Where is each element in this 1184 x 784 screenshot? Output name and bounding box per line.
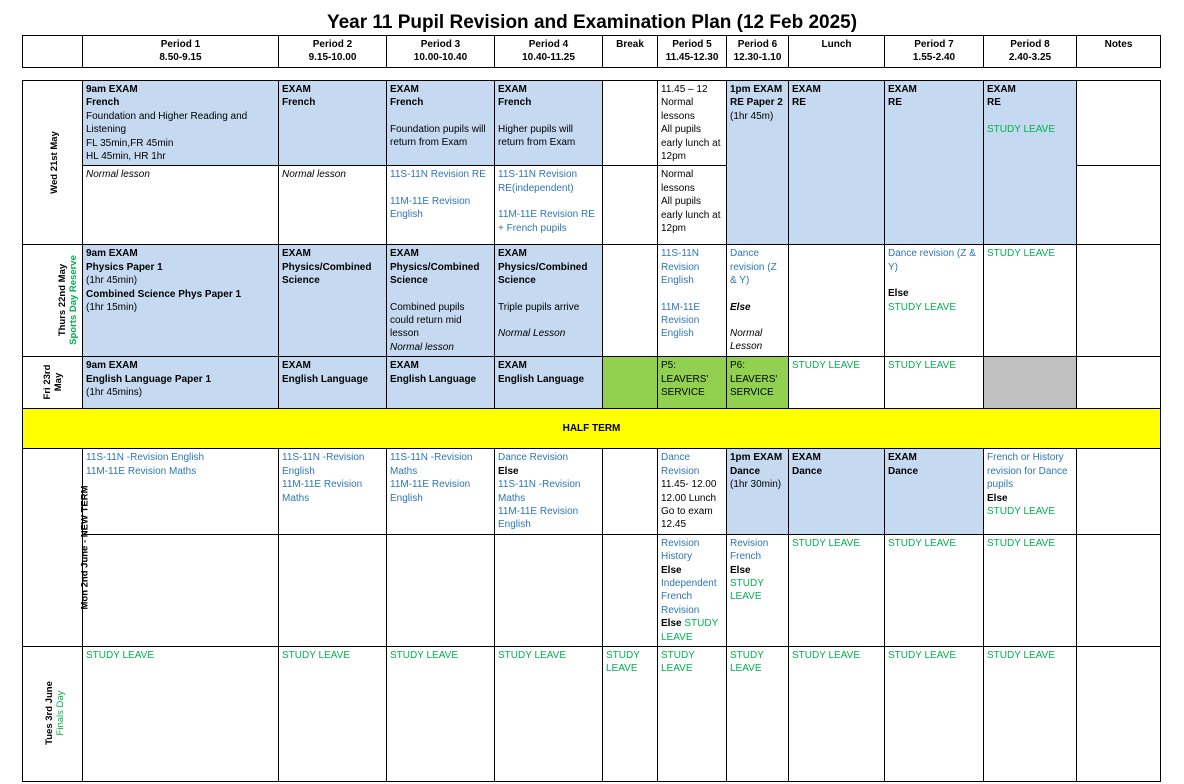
cell-wed-period-1: 9am EXAM French Foundation and Higher Reading and Listening FL 35min,FR 45min HL 45min, HR 1hr (83, 81, 279, 166)
cell-wed-break-b (603, 166, 658, 245)
cell-tue-period-7: STUDY LEAVE (885, 646, 984, 781)
cell-wed-period-1-lesson: Normal lesson (83, 166, 279, 245)
row-tue (23, 646, 1161, 781)
cell-wed-period-3-lesson: 11S-11N Revision RE 11M-11E Revision English (387, 166, 495, 245)
header-cell-period-5: Period 5 11.45-12.30 (658, 36, 727, 68)
cell-tue-period-3: STUDY LEAVE (387, 646, 495, 781)
cell-wed-period-2: EXAM French (279, 81, 387, 166)
cell-mon-lunch: EXAM Dance (789, 449, 885, 534)
cell-thu-period-8: STUDY LEAVE (984, 245, 1077, 357)
cell-mon-period-7-b: STUDY LEAVE (885, 534, 984, 646)
cell-tue-period-2: STUDY LEAVE (279, 646, 387, 781)
cell-fri-period-2: EXAM English Language (279, 357, 387, 409)
cell-thu-period-3: EXAM Physics/Combined Science Combined pupils could return mid lesson Normal lesson (387, 245, 495, 357)
cell-wed-period-4: EXAM French Higher pupils will return from Exam (495, 81, 603, 166)
cell-mon-period-5: Dance Revision 11.45- 12.00 12.00 Lunch Go to exam 12.45 (658, 449, 727, 534)
cell-mon-break (603, 449, 658, 534)
schedule-table (22, 80, 1161, 782)
period-header-table (22, 35, 1161, 68)
row-wed-exam (23, 81, 1161, 166)
row-thu (23, 245, 1161, 357)
cell-wed-period-8: EXAM RE STUDY LEAVE (984, 81, 1077, 245)
cell-tue-period-1: STUDY LEAVE (83, 646, 279, 781)
cell-mon-period-4-b (495, 534, 603, 646)
cell-thu-period-6: Dance revision (Z & Y) Else Normal Lesson (727, 245, 789, 357)
cell-mon-period-1: 11S-11N -Revision English 11M-11E Revision Maths (83, 449, 279, 534)
row-fri (23, 357, 1161, 409)
cell-wed-break (603, 81, 658, 166)
cell-thu-period-4: EXAM Physics/Combined Science Triple pupils arrive Normal Lesson (495, 245, 603, 357)
header-cell-period-8: Period 8 2.40-3.25 (984, 36, 1077, 68)
cell-tue-period-5: STUDY LEAVE (658, 646, 727, 781)
header-cell-period-6: Period 6 12.30-1.10 (727, 36, 789, 68)
cell-fri-period-5: P5: LEAVERS' SERVICE (658, 357, 727, 409)
cell-tue-period-6: STUDY LEAVE (727, 646, 789, 781)
cell-mon-period-6: 1pm EXAM Dance (1hr 30min) (727, 449, 789, 534)
cell-mon-notes-a (1077, 449, 1161, 534)
cell-wed-period-7: EXAM RE (885, 81, 984, 245)
cell-wed-period-3: EXAM French Foundation pupils will return from Exam (387, 81, 495, 166)
cell-fri-notes (1077, 357, 1161, 409)
cell-thu-lunch (789, 245, 885, 357)
cell-fri-period-6: P6: LEAVERS' SERVICE (727, 357, 789, 409)
cell-fri-break (603, 357, 658, 409)
cell-fri-period-4: EXAM English Language (495, 357, 603, 409)
header-cell-day (23, 36, 83, 68)
cell-wed-period-5-lesson: Normal lessons All pupils early lunch at 12pm (658, 166, 727, 245)
header-cell-period-3: Period 3 10.00-10.40 (387, 36, 495, 68)
cell-thu-notes (1077, 245, 1161, 357)
cell-mon-period-3-b (387, 534, 495, 646)
day-label-thu: Thurs 22nd May Sports Day Reserve (23, 245, 83, 357)
cell-mon-period-2-b (279, 534, 387, 646)
cell-mon-period-1-b (83, 534, 279, 646)
header-cell-period-4: Period 4 10.40-11.25 (495, 36, 603, 68)
cell-mon-period-4: Dance Revision Else 11S-11N -Revision Maths 11M-11E Revision English (495, 449, 603, 534)
cell-thu-period-2: EXAM Physics/Combined Science (279, 245, 387, 357)
page-title: Year 11 Pupil Revision and Examination Plan (12 Feb 2025) (326, 12, 858, 33)
header-cell-break: Break (603, 36, 658, 68)
cell-wed-period-4-lesson: 11S-11N Revision RE(independent) 11M-11E Revision RE + French pupils (495, 166, 603, 245)
cell-tue-lunch: STUDY LEAVE (789, 646, 885, 781)
row-half-term (23, 409, 1161, 449)
cell-fri-period-1: 9am EXAM English Language Paper 1 (1hr 45mins) (83, 357, 279, 409)
day-label-fri: Fri 23rd May (23, 357, 83, 409)
header-cell-notes: Notes (1077, 36, 1161, 68)
row-mon-a (23, 449, 1161, 534)
cell-thu-period-5: 11S-11N Revision English 11M-11E Revision English (658, 245, 727, 357)
cell-mon-period-8: French or History revision for Dance pupils Else STUDY LEAVE (984, 449, 1077, 534)
cell-fri-period-7: STUDY LEAVE (885, 357, 984, 409)
cell-mon-period-2: 11S-11N -Revision English 11M-11E Revision Maths (279, 449, 387, 534)
cell-fri-period-3: EXAM English Language (387, 357, 495, 409)
header-cell-period-7: Period 7 1.55-2.40 (885, 36, 984, 68)
cell-tue-period-4: STUDY LEAVE (495, 646, 603, 781)
header-row (23, 36, 1161, 68)
cell-mon-period-3: 11S-11N -Revision Maths 11M-11E Revision English (387, 449, 495, 534)
header-cell-period-1: Period 1 8.50-9.15 (83, 36, 279, 68)
cell-wed-period-6: 1pm EXAM RE Paper 2 (1hr 45m) (727, 81, 789, 245)
cell-mon-period-6-b: Revision French Else STUDY LEAVE (727, 534, 789, 646)
cell-tue-notes (1077, 646, 1161, 781)
half-term-banner: HALF TERM (23, 409, 1161, 449)
cell-tue-period-8: STUDY LEAVE (984, 646, 1077, 781)
cell-mon-period-8-b: STUDY LEAVE (984, 534, 1077, 646)
cell-fri-period-8 (984, 357, 1077, 409)
cell-mon-notes-b (1077, 534, 1161, 646)
day-label-tue: Tues 3rd June Finals Day (23, 646, 83, 781)
cell-thu-period-7: Dance revision (Z & Y) Else STUDY LEAVE (885, 245, 984, 357)
cell-wed-period-5: 11.45 – 12 Normal lessons All pupils early lunch at 12pm (658, 81, 727, 166)
cell-mon-period-7: EXAM Dance (885, 449, 984, 534)
day-label-mon: Mon 2nd June - NEW TERM (23, 449, 83, 647)
cell-tue-break: STUDY LEAVE (603, 646, 658, 781)
cell-thu-period-1: 9am EXAM Physics Paper 1 (1hr 45min) Combined Science Phys Paper 1 (1hr 15min) (83, 245, 279, 357)
cell-wed-lunch: EXAM RE (789, 81, 885, 245)
cell-mon-break-b (603, 534, 658, 646)
header-cell-lunch: Lunch (789, 36, 885, 68)
cell-thu-break (603, 245, 658, 357)
cell-mon-period-5-b: Revision History Else Independent French Revision Else STUDY LEAVE (658, 534, 727, 646)
cell-wed-period-2-lesson: Normal lesson (279, 166, 387, 245)
cell-wed-notes-b (1077, 166, 1161, 245)
header-cell-period-2: Period 2 9.15-10.00 (279, 36, 387, 68)
cell-wed-notes-a (1077, 81, 1161, 166)
cell-fri-lunch: STUDY LEAVE (789, 357, 885, 409)
cell-mon-lunch-b: STUDY LEAVE (789, 534, 885, 646)
day-label-wed: Wed 21st May (23, 81, 83, 245)
row-mon-b (23, 534, 1161, 646)
